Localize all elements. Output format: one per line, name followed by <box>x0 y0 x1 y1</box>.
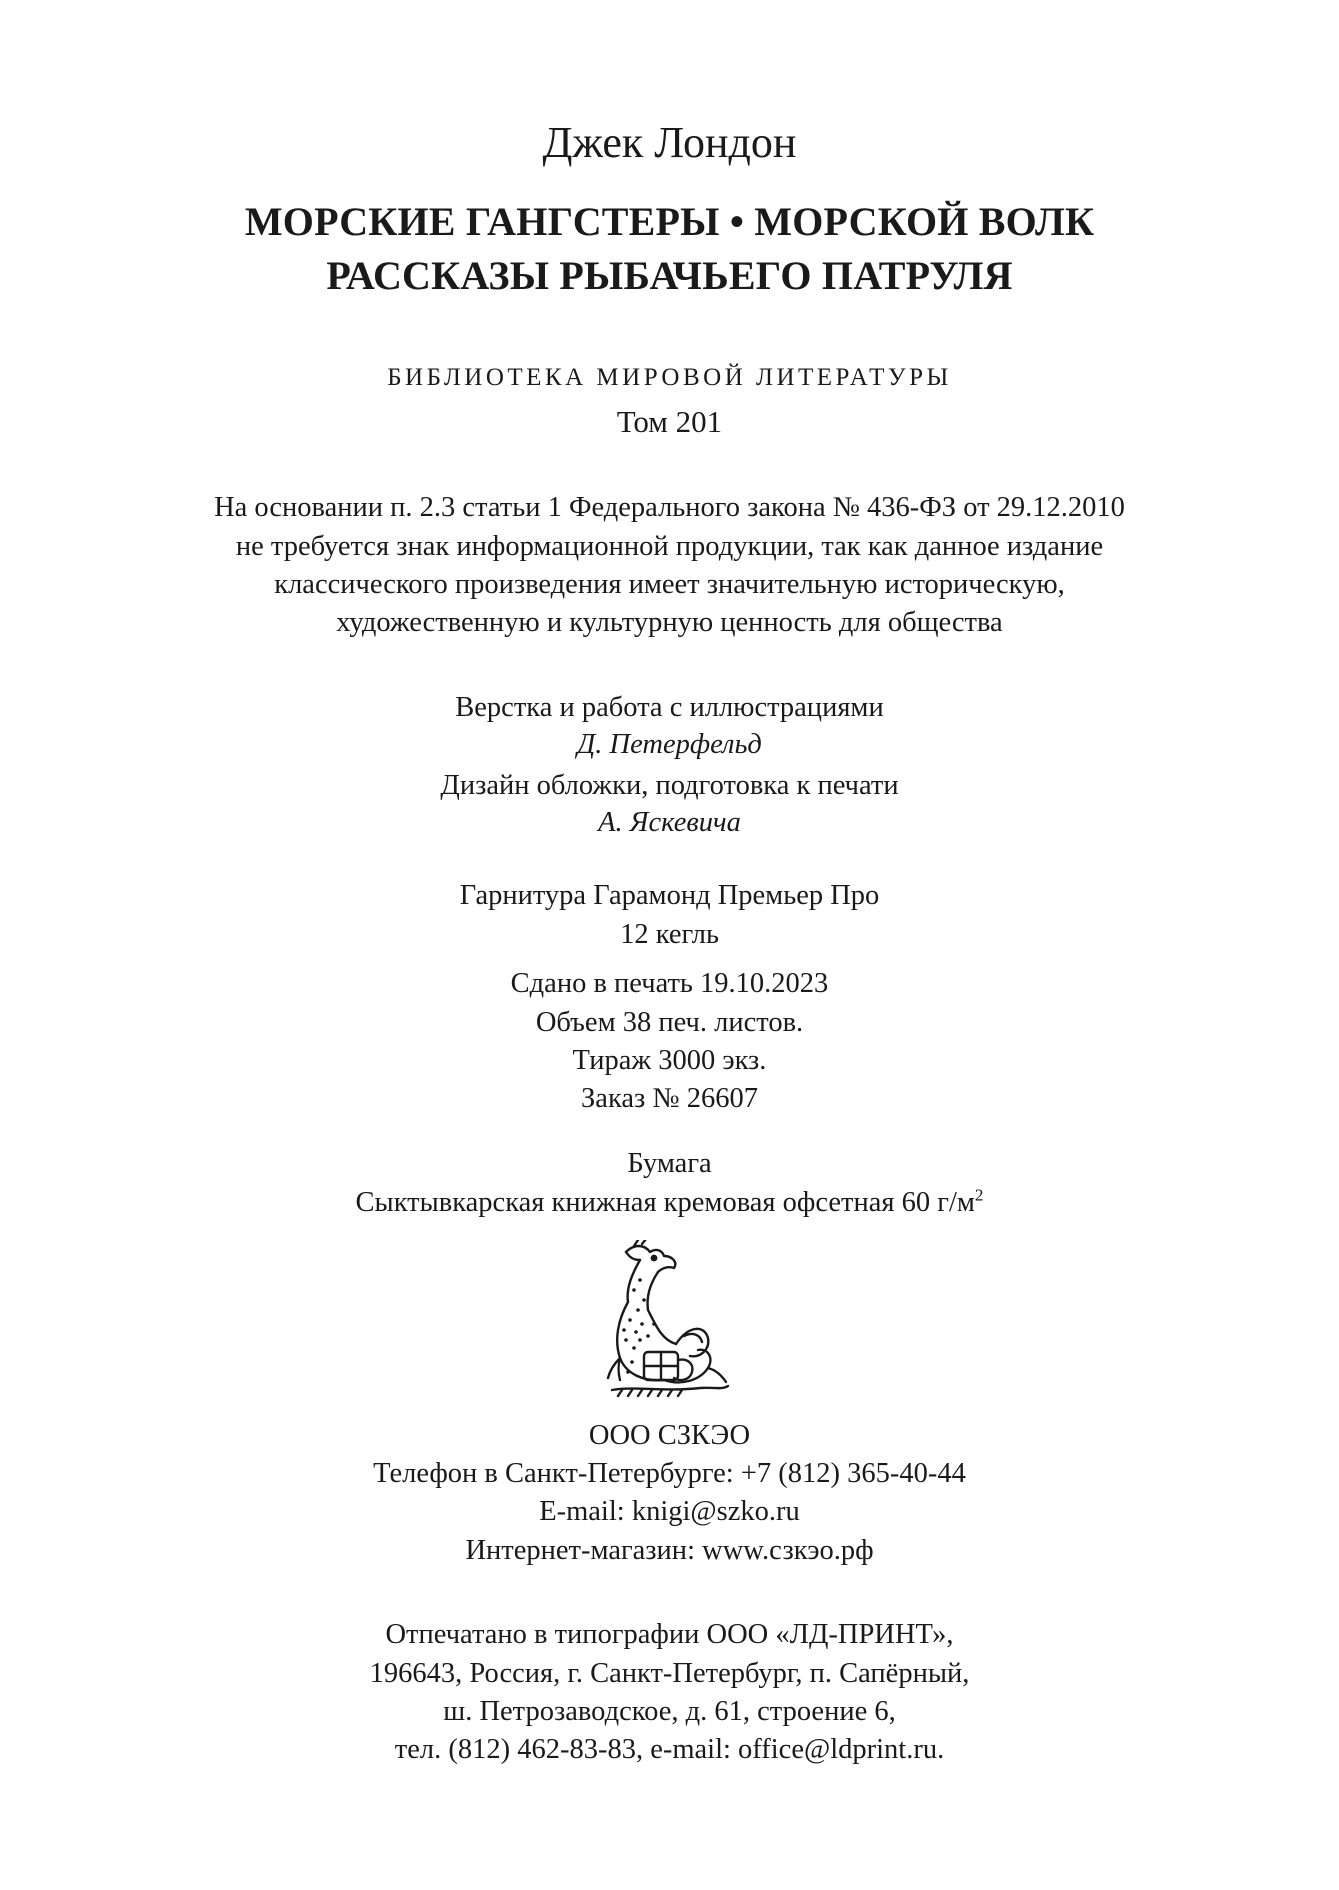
author-name: Джек Лондон <box>542 118 797 167</box>
series-name: БИБЛИОТЕКА МИРОВОЙ ЛИТЕРАТУРЫ <box>387 364 952 391</box>
printer-line-2: 196643, Россия, г. Санкт-Петербург, п. Сапёрный, <box>369 1658 970 1689</box>
print-run: Тираж 3000 экз. <box>572 1045 767 1076</box>
paper-label: Бумага <box>627 1148 712 1179</box>
typeface-name: Гарнитура Гарамонд Премьер Про <box>459 880 880 911</box>
credit-cover-name: А. Яскевича <box>598 807 741 838</box>
typeface-size: 12 кегль <box>620 919 719 950</box>
legal-notice-line-4: художественную и культурную ценность для общества <box>336 607 1003 638</box>
credit-layout-name: Д. Петерфельд <box>577 729 762 760</box>
publisher-shop-link[interactable]: Интернет-магазин: www.сзкэо.рф <box>465 1535 874 1566</box>
legal-notice-line-2: не требуется знак информационной продукции, так как данное издание <box>235 531 1104 562</box>
book-title-line-2: РАССКАЗЫ РЫБАЧЬЕГО ПАТРУЛЯ <box>326 253 1013 298</box>
dragon-emblem-icon <box>604 1240 736 1402</box>
printer-line-4: тел. (812) 462-83-83, e-mail: office@ldprint.ru. <box>394 1734 945 1765</box>
printer-line-1: Отпечатано в типографии ООО «ЛД-ПРИНТ», <box>385 1619 954 1650</box>
publisher-email[interactable]: E-mail: knigi@szko.ru <box>539 1496 800 1527</box>
paper-unit-superscript: 2 <box>974 1185 984 1205</box>
credit-layout-role: Верстка и работа с иллюстрациями <box>455 692 884 723</box>
book-title-line-1: МОРСКИЕ ГАНГСТЕРЫ • МОРСКОЙ ВОЛК <box>244 199 1095 244</box>
print-date: Сдано в печать 19.10.2023 <box>510 968 829 999</box>
paper-description <box>0 1185 1339 1218</box>
series-volume: Том 201 <box>616 404 723 439</box>
publisher-name: ООО СЗКЭО <box>588 1420 751 1451</box>
legal-notice-line-1: На основании п. 2.3 статьи 1 Федерального закона № 436-ФЗ от 29.12.2010 <box>214 492 1125 523</box>
legal-notice-line-3: классического произведения имеет значительную историческую, <box>274 569 1065 600</box>
print-volume: Объем 38 печ. листов. <box>535 1007 804 1038</box>
paper-description-text: Сыктывкарская книжная кремовая офсетная 60 г/м <box>355 1187 975 1218</box>
credit-cover-role: Дизайн обложки, подготовка к печати <box>440 770 899 801</box>
order-number: Заказ № 26607 <box>581 1083 758 1114</box>
printer-line-3: ш. Петрозаводское, д. 61, строение 6, <box>443 1696 896 1727</box>
publisher-phone: Телефон в Санкт-Петербурге: +7 (812) 365-40-44 <box>373 1458 966 1489</box>
